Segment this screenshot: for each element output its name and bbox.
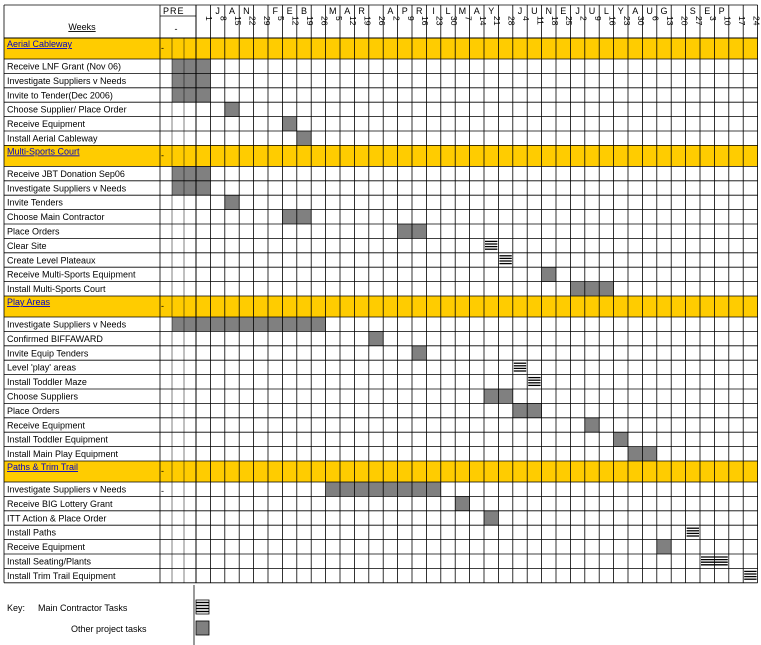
month-letter-july-4: Y: [617, 6, 624, 16]
month-letter-june-1: J: [517, 6, 523, 16]
task-bar-s3-t9-1: [614, 432, 628, 446]
task-label-s4-t6: Install Seating/Plants: [7, 556, 92, 567]
task-label-s4-t1: Investigate Suppliers v Needs: [7, 484, 127, 495]
section-pre-dash-4: -: [161, 466, 164, 476]
week-tick-11: 12: [348, 16, 359, 26]
month-letter-sep-3: P: [718, 6, 725, 16]
chart-legend-layer: [196, 600, 209, 635]
month-letter-july-2: U: [588, 6, 596, 16]
week-tick-3: 15: [233, 16, 243, 26]
task-label-s2-t6: Clear Site: [7, 240, 47, 251]
header-pre-dash: -: [174, 24, 178, 34]
task-label-s1-t6: Install Aerial Cableway: [7, 133, 98, 144]
task-bar-s2-t8-1: [542, 267, 556, 281]
task-bar-s3-t4-1: [514, 361, 526, 373]
task-label-s2-t1: Receive JBT Donation Sep06: [7, 168, 125, 179]
header-weeks-label: Weeks: [68, 22, 96, 32]
week-tick-24: 11: [535, 16, 546, 25]
week-tick-16: 16: [420, 16, 431, 26]
month-letter-mar-1: M: [329, 6, 337, 16]
week-tick-23: 4: [521, 16, 531, 21]
week-tick-13: 26: [377, 16, 387, 26]
week-tick-18: 30: [449, 16, 459, 26]
task-bar-s2-t9-1: [570, 282, 613, 296]
task-label-s4-t5: Receive Equipment: [7, 542, 86, 553]
task-bar-s1-t6-1: [297, 131, 311, 145]
task-label-s3-t9: Install Toddler Equipment: [7, 434, 108, 445]
header-pre-label: PRE: [163, 6, 185, 16]
week-tick-28: 9: [593, 16, 603, 21]
task-label-s3-t5: Install Toddler Maze: [7, 377, 87, 388]
task-label-s3-t3: Invite Equip Tenders: [7, 348, 89, 359]
month-letter-aug-1: A: [632, 6, 639, 16]
task-bar-s1-t1-1: [172, 59, 210, 73]
legend-other-swatch: [196, 621, 209, 635]
section-title-2: Multi-Sports Court: [7, 146, 80, 157]
month-letter-april-4: I: [432, 6, 435, 16]
task-bar-s4-t4-1: [687, 526, 699, 538]
task-bar-s1-t3-1: [172, 88, 210, 102]
week-tick-4: 22: [247, 16, 258, 26]
task-bar-s1-t5-1: [282, 117, 296, 131]
week-tick-5: 29: [261, 16, 272, 26]
paths-task-dash: -: [161, 486, 164, 496]
task-label-s3-t10: Install Main Play Equipment: [7, 449, 119, 460]
task-label-s4-t4: Install Paths: [7, 527, 57, 538]
legend-key-label: Key:: [7, 603, 26, 613]
task-bar-s2-t3-1: [225, 195, 239, 209]
month-letter-aug-3: G: [660, 6, 668, 16]
week-tick-25: 18: [549, 16, 560, 26]
task-bar-s2-t2-1: [172, 181, 210, 195]
task-bar-s4-t5-1: [657, 540, 671, 554]
task-label-s2-t9: Install Multi-Sports Court: [7, 284, 106, 295]
month-letter-june-2: U: [531, 6, 538, 16]
week-tick-17: 23: [434, 16, 445, 26]
week-tick-21: 21: [492, 16, 503, 26]
week-tick-33: 13: [665, 16, 675, 26]
section-title-1: Aerial Cableway: [7, 39, 73, 49]
week-tick-34: 20: [679, 16, 690, 26]
week-tick-20: 14: [477, 16, 488, 26]
week-tick-38: 17: [737, 16, 747, 26]
task-label-s2-t5: Place Orders: [7, 226, 60, 237]
month-letter-sep-2: E: [704, 6, 711, 16]
month-letter-june-4: E: [560, 6, 567, 16]
task-bar-s1-t2-1: [172, 73, 210, 87]
task-label-s3-t6: Choose Suppliers: [7, 391, 79, 402]
task-label-s2-t4: Choose Main Contractor: [7, 212, 105, 223]
task-label-s1-t1: Receive LNF Grant (Nov 06): [7, 61, 122, 72]
week-tick-35: 27: [693, 16, 704, 26]
task-label-s2-t8: Receive Multi-Sports Equipment: [7, 269, 136, 280]
month-letter-mar-3: R: [358, 6, 365, 16]
section-pre-dash-3: -: [161, 301, 164, 311]
task-label-s3-t8: Receive Equipment: [7, 420, 86, 431]
task-label-s4-t7: Install Trim Trail Equipment: [7, 570, 116, 581]
task-label-s2-t3: Invite Tenders: [7, 197, 63, 208]
task-bar-s4-t3-1: [484, 511, 498, 525]
task-bar-s1-t4-1: [225, 102, 239, 116]
month-letter-feb-3: B: [300, 6, 308, 16]
month-letter-aug-2: U: [646, 6, 653, 16]
month-letter-april-2: P: [401, 6, 408, 16]
week-tick-9: 26: [319, 16, 330, 26]
task-label-s4-t3: ITT Action & Place Order: [7, 513, 107, 524]
task-label-s2-t2: Investigate Suppliers v Needs: [7, 183, 127, 194]
month-letter-jan-1: J: [215, 6, 220, 16]
week-tick-26: 25: [564, 16, 575, 26]
week-tick-2: 8: [218, 16, 229, 21]
task-label-s3-t2: Confirmed BIFFAWARD: [7, 333, 103, 344]
legend-other-label: Other project tasks: [71, 624, 147, 634]
week-tick-19: 7: [463, 16, 474, 21]
week-tick-36: 3: [708, 16, 719, 21]
week-tick-39: 24: [751, 16, 761, 26]
task-label-s1-t5: Receive Equipment: [7, 119, 86, 130]
task-bar-s2-t6-1: [485, 239, 497, 251]
task-bar-s3-t8-1: [585, 418, 599, 432]
task-label-s1-t3: Invite to Tender(Dec 2006): [7, 90, 113, 101]
week-tick-6: 5: [276, 16, 287, 21]
month-letter-sep-1: S: [689, 6, 696, 16]
task-bar-s4-t2-1: [455, 496, 469, 510]
task-label-s4-t2: Receive BIG Lottery Grant: [7, 498, 113, 509]
week-tick-29: 16: [607, 16, 618, 26]
legend-main-label: Main Contractor Tasks: [38, 603, 128, 613]
section-pre-dash-1: -: [161, 43, 164, 53]
section-band-1: [4, 38, 758, 59]
month-letter-may-1: M: [458, 6, 467, 16]
month-letter-april-5: L: [445, 6, 451, 16]
month-letter-jan-2: A: [228, 6, 236, 16]
section-band-2: [4, 145, 758, 166]
week-tick-14: 2: [391, 16, 402, 21]
week-tick-37: 10: [722, 16, 733, 26]
legend-main-swatch: [196, 600, 209, 614]
week-tick-12: 19: [362, 16, 373, 26]
week-tick-7: 12: [290, 16, 301, 26]
month-letter-may-2: A: [473, 6, 480, 16]
month-letter-april-1: A: [387, 6, 394, 16]
week-tick-31: 30: [636, 16, 647, 26]
task-bar-s3-t5-1: [528, 376, 540, 388]
month-letter-july-3: L: [603, 6, 609, 16]
month-letter-may-3: Y: [488, 6, 495, 16]
month-letter-jan-3: N: [243, 6, 250, 16]
task-label-s1-t2: Investigate Suppliers v Needs: [7, 75, 127, 86]
section-title-4: Paths & Trim Trail: [7, 462, 79, 472]
week-tick-10: 5: [333, 16, 344, 21]
task-label-s1-t4: Choose Supplier/ Place Order: [7, 104, 127, 115]
task-label-s3-t7: Place Orders: [7, 405, 60, 416]
task-label-s2-t7: Create Level Plateaux: [7, 255, 96, 266]
section-band-3: [4, 296, 758, 317]
month-letter-july-1: J: [575, 6, 580, 16]
section-band-4: [4, 461, 758, 482]
section-pre-dash-2: -: [161, 150, 164, 161]
week-tick-8: 19: [305, 16, 315, 26]
task-label-s3-t1: Investigate Suppliers v Needs: [7, 319, 127, 330]
task-bar-s2-t7-1: [499, 254, 511, 266]
month-letter-mar-2: A: [344, 6, 351, 16]
task-bar-s3-t2-1: [369, 331, 383, 345]
month-letter-april-3: R: [415, 6, 423, 16]
month-letter-feb-1: F: [272, 6, 278, 16]
task-bar-s3-t1-1: [172, 317, 326, 331]
task-bar-s3-t3-1: [412, 346, 426, 360]
week-tick-32: 6: [650, 16, 661, 21]
month-letter-feb-2: E: [286, 6, 293, 16]
task-bar-s2-t1-1: [172, 166, 210, 180]
week-tick-1: 1: [204, 16, 215, 21]
task-bar-s4-t7-1: [744, 569, 756, 581]
section-title-3: Play Areas: [7, 297, 51, 307]
month-letter-june-3: N: [545, 6, 553, 16]
week-tick-30: 23: [621, 16, 632, 26]
chart-bars-layer: [172, 59, 757, 582]
task-label-s3-t4: Level 'play' areas: [7, 362, 76, 373]
week-tick-27: 2: [578, 16, 589, 21]
week-tick-22: 28: [506, 16, 517, 26]
week-tick-15: 9: [405, 16, 416, 21]
